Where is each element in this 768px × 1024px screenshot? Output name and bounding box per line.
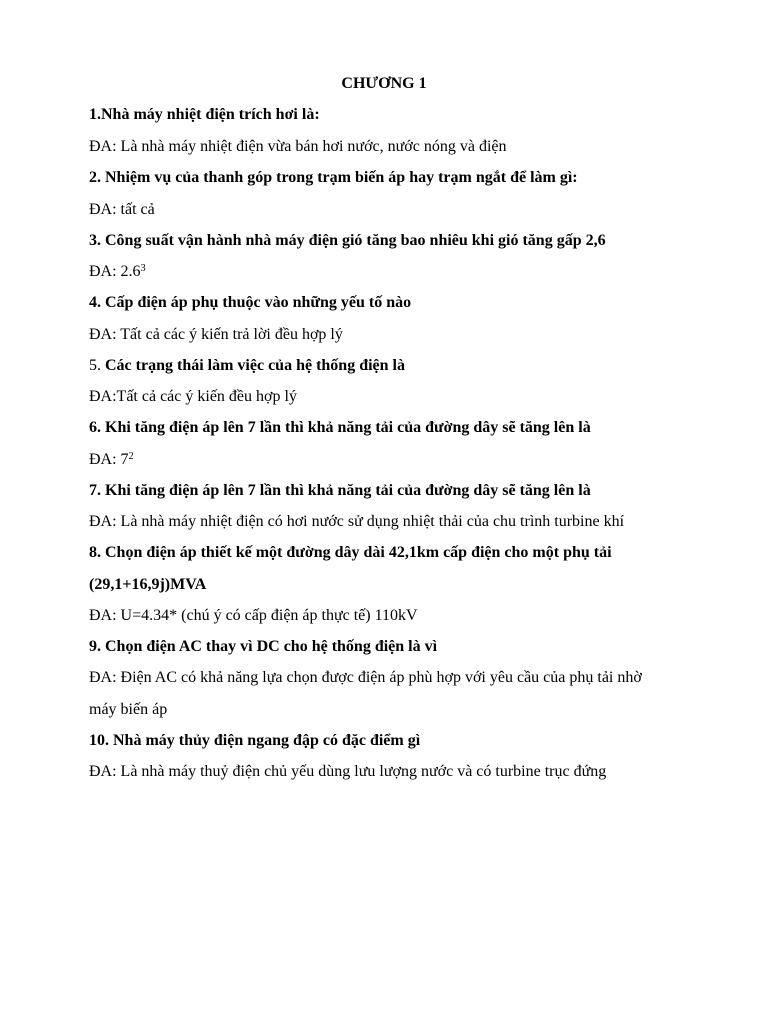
question-9: 9. Chọn điện AC thay vì DC cho hệ thống điện là vì	[89, 638, 438, 655]
question-6: 6. Khi tăng điện áp lên 7 lần thì khả năng tải của đường dây sẽ tăng lên là	[89, 419, 591, 436]
answer-9-continued: máy biến áp	[89, 701, 168, 718]
answer-3-exponent: 3	[140, 263, 146, 274]
answer-6-exponent: 2	[128, 451, 134, 462]
question-10: 10. Nhà máy thủy điện ngang đập có đặc điểm gì	[89, 732, 421, 749]
question-8: 8. Chọn điện áp thiết kế một đường dây dài 42,1km cấp điện cho một phụ tải	[89, 544, 612, 561]
question-8-continued: (29,1+16,9j)MVA	[89, 576, 207, 593]
answer-4: ĐA: Tất cả các ý kiến trả lời đều hợp lý	[89, 326, 343, 343]
answer-6	[89, 450, 729, 470]
chapter-title: CHƯƠNG 1	[341, 75, 427, 92]
question-5-number: 5.	[89, 357, 101, 374]
answer-8: ĐA: U=4.34* (chú ý có cấp điện áp thực tế) 110kV	[89, 607, 418, 624]
answer-2: ĐA: tất cả	[89, 201, 155, 218]
answer-6-base: ĐA: 7	[89, 451, 129, 468]
question-3: 3. Công suất vận hành nhà máy điện gió tăng bao nhiêu khi gió tăng gấp 2,6	[89, 232, 606, 249]
question-2: 2. Nhiệm vụ của thanh góp trong trạm biến áp hay trạm ngắt để làm gì:	[89, 169, 578, 186]
answer-3-base: ĐA: 2.6	[89, 263, 141, 280]
question-4: 4. Cấp điện áp phụ thuộc vào những yếu tố nào	[89, 294, 412, 311]
answer-1: ĐA: Là nhà máy nhiệt điện vừa bán hơi nước, nước nóng và điện	[89, 138, 507, 155]
answer-10: ĐA: Là nhà máy thuỷ điện chủ yếu dùng lưu lượng nước và có turbine trục đứng	[89, 763, 607, 780]
question-5	[89, 356, 729, 376]
answer-5: ĐA:Tất cả các ý kiến đều hợp lý	[89, 388, 297, 405]
question-7: 7. Khi tăng điện áp lên 7 lần thì khả năng tải của đường dây sẽ tăng lên là	[89, 482, 591, 499]
answer-7: ĐA: Là nhà máy nhiệt điện có hơi nước sử dụng nhiệt thải của chu trình turbine khí	[89, 513, 625, 530]
answer-9: ĐA: Điện AC có khả năng lựa chọn được điện áp phù hợp với yêu cầu của phụ tải nhờ	[89, 669, 642, 686]
question-5-text: Các trạng thái làm việc của hệ thống điện là	[105, 357, 405, 374]
question-1: 1.Nhà máy nhiệt điện trích hơi là:	[89, 106, 320, 123]
answer-3	[89, 262, 729, 282]
